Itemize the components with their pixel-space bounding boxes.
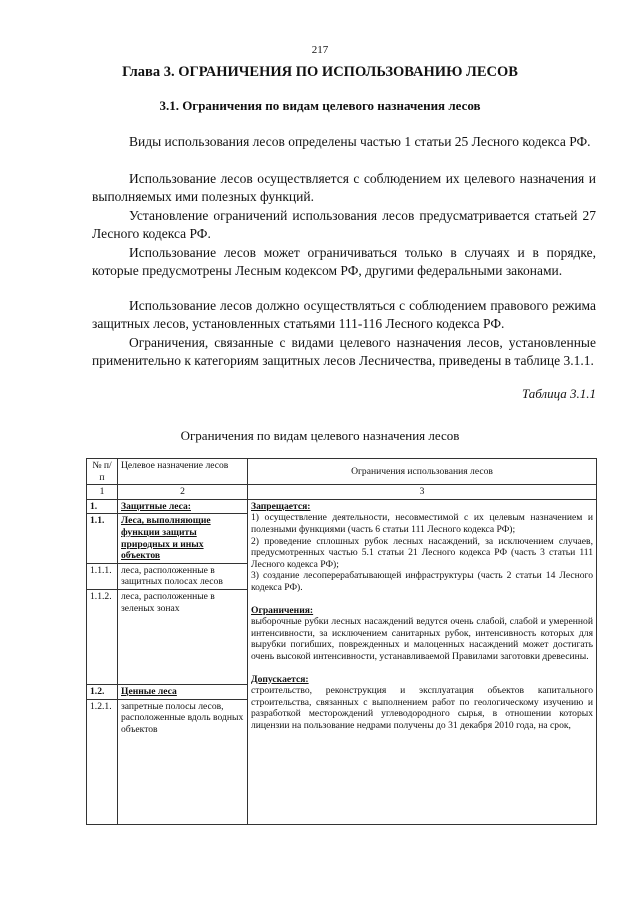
header-cell-number: № п/п	[87, 459, 118, 485]
paragraph: Использование лесов может ограничиваться только в случаях и в порядке, которые предусмотрены Лесным кодексом РФ, другими федеральными законами.	[92, 245, 596, 279]
header-number-cell: 2	[118, 485, 248, 500]
allowed-title: Допускается:	[251, 673, 309, 685]
prohibited-item: 1) осуществление деятельности, несовместимой с их целевым назначением и полезными функциями (часть 6 статьи 111 Лесного кодекса РФ);	[251, 512, 593, 535]
paragraph: Использование лесов осуществляется с соблюдением их целевого назначения и выполняемых ими полезных функций.	[92, 171, 596, 205]
table-label: Таблица 3.1.1	[521, 386, 596, 401]
row-number: 1.1.	[87, 514, 118, 563]
table-title: Ограничения по видам целевого назначения лесов	[180, 428, 460, 443]
header-number-cell: 1	[87, 485, 118, 500]
row-purpose: леса, расположенные в защитных полосах лесов	[118, 563, 248, 589]
row-number: 1.2.1.	[87, 699, 118, 824]
prohibited-title: Запрещается:	[251, 500, 311, 512]
row-number: 1.1.2.	[87, 589, 118, 684]
paragraph: Виды использования лесов определены частью 1 статьи 25 Лесного кодекса РФ.	[129, 134, 591, 149]
prohibited-item: 2) проведение сплошных рубок лесных насаждений, за исключением случаев, предусмотренных частью 5.1 статьи 21 Лесного кодекса РФ (часть 3 статьи 111 Лесного кодекса РФ);	[251, 535, 593, 570]
header-number-cell: 3	[248, 485, 597, 500]
row-number: 1.	[87, 499, 118, 514]
chapter-title: Глава 3. ОГРАНИЧЕНИЯ ПО ИСПОЛЬЗОВАНИЮ ЛЕСОВ	[122, 64, 518, 80]
row-purpose: запретные полосы лесов, расположенные вдоль водных объектов	[118, 699, 248, 824]
page-number: 217	[311, 44, 329, 56]
table-header-row	[87, 459, 597, 485]
row-number: 1.1.1.	[87, 563, 118, 589]
row-number: 1.2.	[87, 684, 118, 699]
restrictions-cell	[248, 499, 597, 824]
paragraph: Ограничения, связанные с видами целевого назначения лесов, установленные применительно к категориям защитных лесов Лесничества, приведены в таблице 3.1.1.	[92, 335, 596, 369]
limits-title: Ограничения:	[251, 604, 314, 616]
restrictions-table	[86, 458, 597, 825]
row-purpose: Защитные леса:	[118, 499, 248, 514]
row-purpose: Ценные леса	[118, 684, 248, 699]
limits-text: выборочные рубки лесных насаждений ведутся очень слабой, слабой и умеренной интенсивности, за исключением санитарных рубок, интенсивность которых для вырубки погибших, поврежденных и малоценных насаждений может достигать очень высокой интенсивности, устанавливаемой Правилами заготовки древесины.	[251, 616, 593, 662]
allowed-text: строительство, реконструкция и эксплуатация объектов капитального строительства, связанных с выполнением работ по геологическому изучению и разработкой месторождений углеводородного сырья, в отношении которых лицензии на пользование недрами получены до 31 декабря 2010 года, на срок,	[251, 685, 593, 731]
paragraph: Установление ограничений использования лесов предусматривается статьей 27 Лесного кодекса РФ.	[92, 208, 596, 242]
prohibited-item: 3) создание лесоперерабатывающей инфраструктуры (часть 2 статьи 14 Лесного кодекса РФ).	[251, 570, 593, 593]
table-header-number-row	[87, 485, 597, 500]
header-cell-purpose: Целевое назначение лесов	[118, 459, 248, 485]
row-purpose: леса, расположенные в зеленых зонах	[118, 589, 248, 684]
paragraph: Использование лесов должно осуществляться с соблюдением правового режима защитных лесов, установленных статьями 111-116 Лесного кодекса РФ.	[92, 298, 596, 332]
row-purpose: Леса, выполняющие функции защиты природных и иных объектов	[118, 514, 248, 563]
header-cell-restrictions: Ограничения использования лесов	[248, 459, 597, 485]
table-row	[87, 499, 597, 514]
section-title: 3.1. Ограничения по видам целевого назначения лесов	[159, 98, 481, 113]
